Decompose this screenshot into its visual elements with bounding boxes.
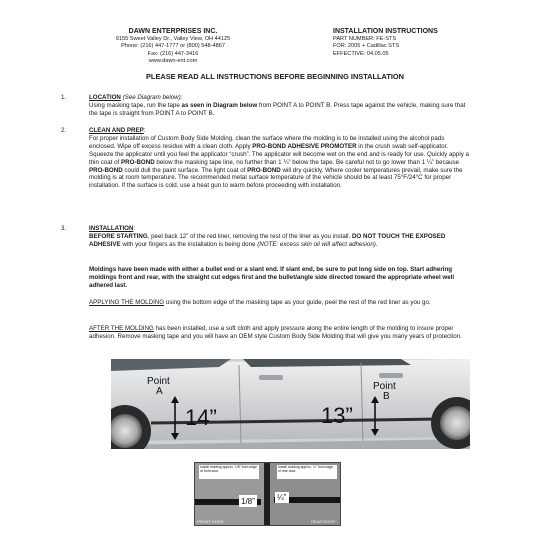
moldings-note: Moldings have been made with either a bullet end or a slant end. If slant end, be sure to put long side on top. Start adhering moldings front and rear, with the straight cut edges first and the bullet/angle side directed toward the appropriate wheel well adhered last.	[89, 266, 455, 289]
point-b-letter: B	[383, 391, 390, 402]
section-title: CLEAN AND PREP	[89, 127, 144, 134]
rear-note: Install molding approx. ¼” from edge of rear door.	[278, 465, 334, 474]
section-number: 3.	[61, 225, 67, 232]
section-title-note: (See Diagram below)	[122, 94, 181, 101]
section-clean-and-prep	[61, 127, 471, 190]
company-website: www.dawn-ent.com	[148, 58, 198, 65]
after-the-molding: AFTER THE MOLDING has been installed, use a soft cloth and apply pressure along the entire length of the molding to insure proper adhesion. Remove masking tape and you will have an OEM style Custom Body Side Molding that will give you many years of protection.	[89, 325, 462, 340]
section-installation	[61, 225, 471, 249]
front-door-label: FRONT DOOR	[197, 519, 224, 524]
section-body: Using masking tape, run the tape as seen in Diagram below from POINT A to POINT B. Press tape against the vehicle, making sure that the tape is straight from POINT A to POINT B.	[89, 101, 466, 117]
section-number: 2.	[61, 127, 67, 134]
point-a-label: Point	[147, 376, 170, 387]
section-body: For proper installation of Custom Body Side Molding, clean the surface where the molding is to be installed using the alcohol pads enclosed. Wipe off excess residue with a clean cloth. Apply PRO-BOND ADHESIVE PROMOTER in the crush swab self-applicator. Squeeze the applicator until you feel the applicator “crush”. The applicator will become wet on the end and is ready for use. Quickly apply a thin coat of PRO-BOND below the masking tape line, no further than 1 ¼” below the tape. Be careful not to go lower than 1 ¼” because PRO-BOND could dull the paint surface. The light coat of PRO-BOND will dry quickly. Where cooler temperatures prevail, make sure the molding is at room temperature. The recommended metal surface temperature of the vehicle should be at least 75°F/24°C for proper installation. If the surface is cold, use a heat gun to warm before proceeding with installation.	[89, 134, 469, 190]
company-info	[88, 28, 258, 66]
section-title: LOCATION	[89, 94, 121, 101]
section-title: INSTALLATION	[89, 225, 134, 232]
company-address: 9155 Sweet Valley Dr., Valley View, OH 44125	[115, 36, 231, 42]
point-b-label: Point	[373, 381, 396, 392]
door-gap-diagram	[194, 462, 341, 526]
part-number: PART NUMBER: FE-STS	[333, 36, 397, 42]
car-body	[111, 359, 470, 441]
effective-date: EFFECTIVE: 04.05.05	[333, 50, 389, 57]
section-heading: INSTALLATION:	[89, 225, 136, 232]
rear-gap-label: ¼”	[277, 493, 287, 502]
section-body: BEFORE STARTING, peel back 12” of the red liner, removing the rest of the liner as you install. DO NOT TOUCH THE EXPOSED ADHESIVE with your fingers as the installation is being done (NOTE: excess skin oil will affect adhesion).	[89, 232, 446, 248]
door-gap-illustration	[195, 463, 340, 525]
rear-measurement: 13”	[321, 403, 353, 428]
section-location	[61, 94, 471, 118]
car-side-illustration	[111, 359, 470, 449]
front-note: Install molding approx. 1/8” from edge of front door.	[200, 465, 257, 474]
point-a-letter: A	[156, 386, 163, 397]
front-door-handle	[259, 375, 283, 380]
front-gap-label: 1/8”	[241, 497, 255, 506]
rear-door-label: REAR DOOR	[311, 519, 336, 524]
front-measurement: 14”	[185, 405, 217, 430]
section-heading: CLEAN AND PREP:	[89, 127, 146, 134]
company-fax: Fax: (216) 447-3416	[147, 50, 199, 57]
company-phone: Phone: (216) 447-1777 or (800) 548-4867	[121, 43, 225, 50]
door-gap	[264, 463, 270, 525]
car-side-photo	[111, 359, 470, 449]
document-info	[333, 28, 513, 58]
company-name: DAWN ENTERPRISES INC.	[128, 28, 218, 35]
section-heading: LOCATION (See Diagram below):	[89, 94, 183, 101]
document-title: INSTALLATION INSTRUCTIONS	[333, 28, 438, 35]
rear-door-handle	[379, 373, 403, 378]
applying-the-molding: APPLYING THE MOLDING using the bottom edge of the masking tape as your guide, peel the rest of the red liner as you go.	[89, 299, 431, 306]
main-heading: PLEASE READ ALL INSTRUCTIONS BEFORE BEGINNING INSTALLATION	[146, 72, 404, 81]
vehicle-fitment: FOR: 2005 + Cadillac STS	[333, 43, 400, 50]
section-number: 1.	[61, 94, 67, 101]
